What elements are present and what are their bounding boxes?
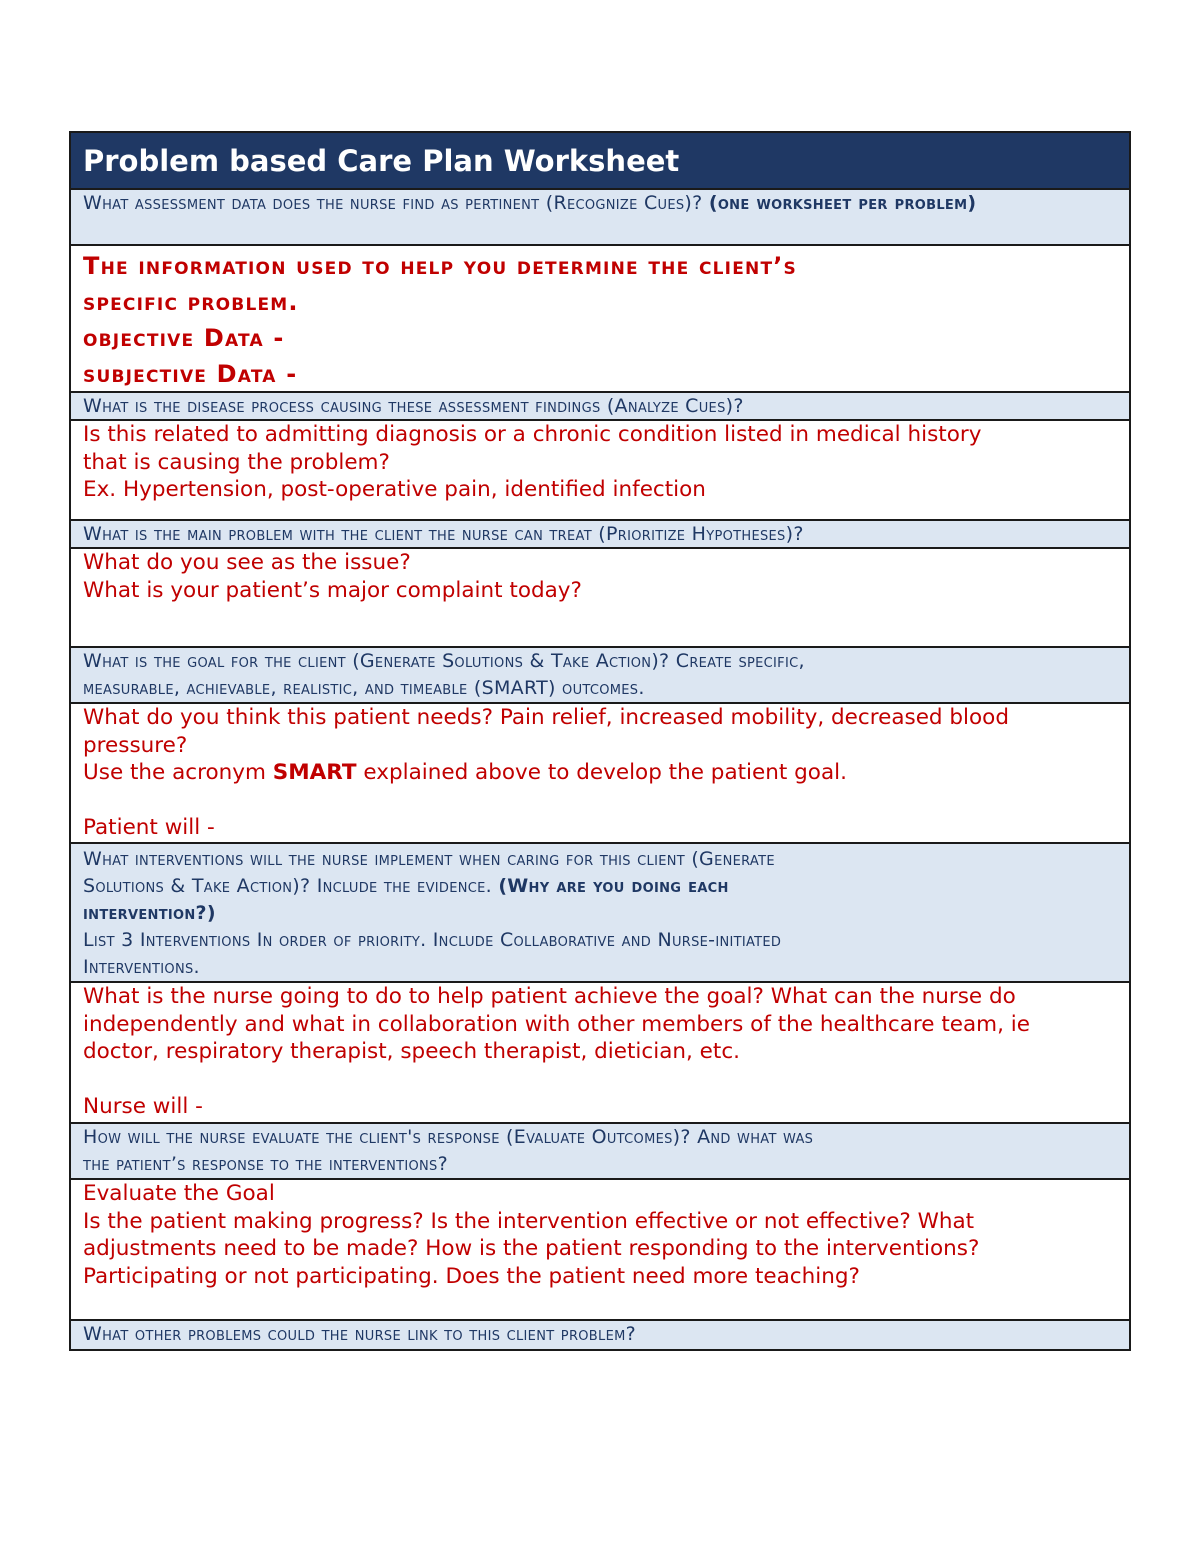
- answer-line: doctor, respiratory therapist, speech therapist, dietician, etc.: [83, 1039, 740, 1064]
- patient-will-label: Patient will -: [83, 815, 215, 840]
- question-line: How will the nurse evaluate the client's response (Evaluate Outcomes)? And what was: [83, 1126, 814, 1148]
- answer-goal: [71, 704, 1129, 844]
- answer-line: [83, 759, 1117, 787]
- answer-line: pressure?: [83, 732, 188, 758]
- question-evaluate-outcomes: [71, 1124, 1129, 1180]
- answer-line: What is the nurse going to do to help patient achieve the goal? What can the nurse do: [83, 984, 1016, 1009]
- answer-line: Ex. Hypertension, post-operative pain, identified infection: [83, 477, 706, 502]
- question-recognize-cues: [71, 190, 1129, 246]
- answer-recognize-cues: [71, 246, 1129, 393]
- answer-line: Is the patient making progress? Is the intervention effective or not effective? What: [83, 1208, 975, 1234]
- question-linked-problems: What other problems could the nurse link to this client problem?: [71, 1321, 1129, 1349]
- worksheet-title: Problem based Care Plan Worksheet: [71, 133, 1129, 190]
- care-plan-worksheet: [69, 131, 1131, 1351]
- evaluate-goal-label: Evaluate the Goal: [83, 1181, 275, 1206]
- question-line: measurable, achievable, realistic, and timeable (SMART) outcomes.: [83, 677, 645, 699]
- question-line: What interventions will the nurse implement when caring for this client (Generate: [83, 848, 775, 870]
- answer-interventions: [71, 983, 1129, 1124]
- answer-line: The information used to help you determine the client’s: [83, 252, 798, 280]
- question-analyze-cues: What is the disease process causing these assessment findings (Analyze Cues)?: [71, 393, 1129, 421]
- question-text: Solutions & Take Action)? Include the evidence.: [83, 875, 499, 897]
- question-bold-note: (Why are you doing each: [498, 875, 729, 897]
- answer-prioritize-hypotheses: [71, 549, 1129, 648]
- blank-line: [83, 1066, 1117, 1094]
- answer-line: What do you think this patient needs? Pain relief, increased mobility, decreased blood: [83, 705, 1009, 730]
- answer-line: Is this related to admitting diagnosis or a chronic condition listed in medical history: [83, 422, 982, 447]
- answer-line: independently and what in collaboration with other members of the healthcare team, ie: [83, 1011, 1030, 1037]
- answer-evaluate-outcomes: [71, 1180, 1129, 1321]
- question-line: List 3 Interventions In order of priority. Include Collaborative and Nurse-initiated: [83, 929, 782, 951]
- question-line: [83, 873, 1117, 900]
- question-line: [83, 900, 1117, 927]
- answer-text: Use the acronym: [83, 760, 273, 785]
- question-text: What assessment data does the nurse find as pertinent (Recognize Cues)?: [83, 192, 709, 214]
- question-line: the patient’s response to the interventions?: [83, 1153, 448, 1175]
- answer-line: adjustments need to be made? How is the patient responding to the interventions?: [83, 1236, 980, 1261]
- subjective-data-label: subjective Data -: [83, 360, 298, 388]
- nurse-will-label: Nurse will -: [83, 1094, 203, 1119]
- answer-analyze-cues: [71, 421, 1129, 521]
- question-line: Interventions.: [83, 956, 200, 978]
- question-bold-note: (one worksheet per problem): [708, 192, 977, 214]
- question-bold-note: intervention?): [83, 902, 216, 924]
- answer-line: specific problem.: [83, 288, 299, 316]
- question-prioritize-hypotheses: What is the main problem with the client the nurse can treat (Prioritize Hypotheses)?: [71, 521, 1129, 549]
- answer-line: Participating or not participating. Does the patient need more teaching?: [83, 1263, 860, 1289]
- blank-line: [83, 787, 1117, 815]
- answer-text: explained above to develop the patient goal.: [356, 760, 847, 785]
- answer-line: that is causing the problem?: [83, 449, 390, 475]
- objective-data-label: objective Data -: [83, 324, 285, 352]
- smart-acronym: SMART: [272, 760, 357, 785]
- answer-line: What do you see as the issue?: [83, 550, 411, 575]
- question-interventions: [71, 844, 1129, 983]
- answer-line: What is your patient’s major complaint today?: [83, 577, 582, 603]
- question-goal: [71, 648, 1129, 704]
- question-line: What is the goal for the client (Generate Solutions & Take Action)? Create specific,: [83, 650, 805, 672]
